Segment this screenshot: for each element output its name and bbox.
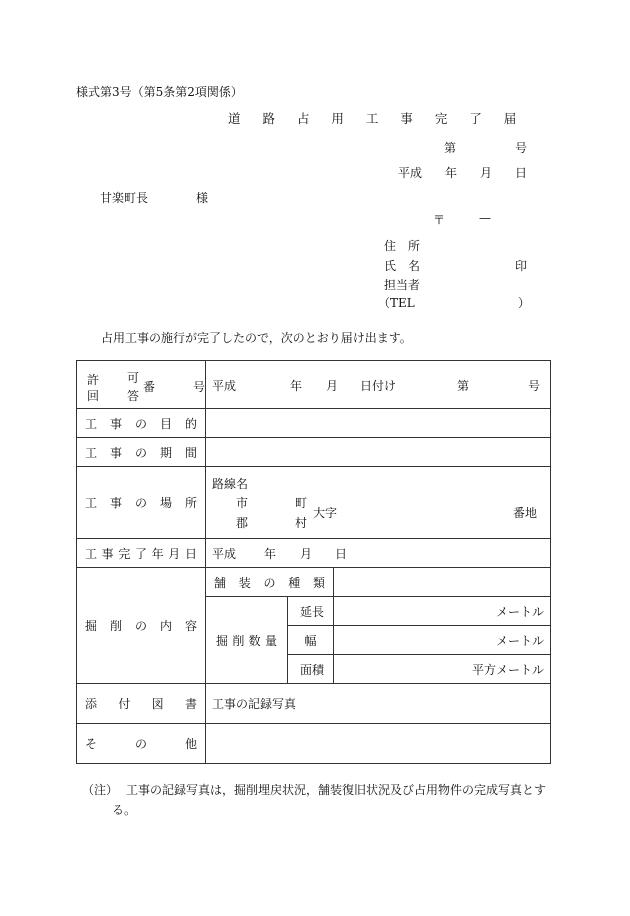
banchi-label: 番地 xyxy=(513,505,538,520)
permit-label xyxy=(77,361,206,409)
permit-era: 平成 xyxy=(212,378,237,393)
completion-year: 年 xyxy=(264,547,277,561)
addressee-honorific: 様 xyxy=(196,191,209,205)
permit-label-c: 番 xyxy=(143,379,156,394)
permit-label-a1: 許 xyxy=(87,372,100,387)
completion-row xyxy=(77,539,551,568)
permit-row xyxy=(77,361,551,409)
completion-value[interactable] xyxy=(206,539,551,568)
date-era: 平成 xyxy=(398,166,423,180)
other-value[interactable] xyxy=(206,724,551,764)
form-table xyxy=(76,360,551,764)
date-year: 年 xyxy=(445,166,458,180)
pavement-row xyxy=(77,568,551,597)
permit-label-d: 号 xyxy=(193,379,206,394)
note-line-2: る。 xyxy=(112,803,137,817)
width-label: 幅 xyxy=(288,626,334,655)
postal-mark: 〒 xyxy=(433,213,446,227)
note-prefix: （注） xyxy=(82,783,119,797)
width-unit: メートル xyxy=(496,633,545,648)
attachment-value[interactable]: 工事の記録写真 xyxy=(206,684,551,724)
quantity-label: 掘 削 数 量 xyxy=(206,597,288,684)
pavement-type-value[interactable] xyxy=(334,568,551,597)
attachment-row xyxy=(77,684,551,724)
period-label: 工 事 の 期 間 xyxy=(77,438,206,467)
area-label: 面 積 xyxy=(288,655,334,684)
date-day: 日 xyxy=(515,166,528,180)
tel-label: （TEL xyxy=(378,296,415,310)
completion-day: 日 xyxy=(335,547,348,561)
village-label: 村 xyxy=(295,515,308,530)
purpose-label: 工 事 の 目 的 xyxy=(77,409,206,438)
period-value[interactable] xyxy=(206,438,551,467)
permit-no-prefix: 第 xyxy=(457,378,470,393)
permit-month: 月 xyxy=(326,378,339,393)
location-value[interactable] xyxy=(206,467,551,539)
intro-text: 占用工事の施行が完了したので，次のとおり届け出ます。 xyxy=(101,331,412,345)
date-month: 月 xyxy=(480,166,493,180)
permit-date-suffix: 日付け xyxy=(360,378,397,393)
excavation-label: 掘 削 の 内 容 xyxy=(77,568,206,684)
permit-value[interactable] xyxy=(206,361,551,409)
completion-era: 平成 xyxy=(212,547,237,561)
location-row xyxy=(77,467,551,539)
name-label: 氏 名 xyxy=(384,259,421,273)
postal-dash: — xyxy=(479,211,491,225)
location-label: 工 事 の 場 所 xyxy=(77,467,206,539)
doc-number-suffix: 号 xyxy=(515,141,528,155)
address-label: 住 所 xyxy=(384,239,421,253)
length-value[interactable] xyxy=(334,597,551,626)
tel-close: ） xyxy=(518,296,531,310)
addressee: 甘楽町長 xyxy=(100,191,149,205)
width-value[interactable] xyxy=(334,626,551,655)
pavement-type-label: 舗 装 の 種 類 xyxy=(206,568,334,597)
town-label: 町 xyxy=(295,495,308,510)
permit-no-suffix: 号 xyxy=(528,378,541,393)
doc-number-prefix: 第 xyxy=(444,141,457,155)
contact-label: 担当者 xyxy=(384,278,421,292)
purpose-value[interactable] xyxy=(206,409,551,438)
completion-month: 月 xyxy=(300,547,313,561)
seal-mark: 印 xyxy=(515,259,528,273)
route-name-label: 路線名 xyxy=(212,476,249,491)
permit-label-b2: 答 xyxy=(127,388,140,403)
completion-label: 工 事 完 了 年 月 日 xyxy=(77,539,206,568)
note-line-1: 工事の記録写真は，掘削埋戻状況，舗装復旧状況及び占用物件の完成写真とす xyxy=(126,783,547,797)
form-number: 様式第3号（第5条第2項関係） xyxy=(76,85,243,99)
other-label: そ の 他 xyxy=(77,724,206,764)
permit-label-a2: 回 xyxy=(87,388,100,403)
permit-label-b1: 可 xyxy=(127,370,140,385)
document-title: 道 路 占 用 工 事 完 了 届 xyxy=(228,111,526,126)
area-unit: 平方メートル xyxy=(472,662,545,677)
attachment-label: 添 付 図 書 xyxy=(77,684,206,724)
purpose-row xyxy=(77,409,551,438)
oaza-label: 大字 xyxy=(313,505,338,520)
length-unit: メートル xyxy=(496,604,545,619)
city-label: 市 xyxy=(236,495,249,510)
permit-year: 年 xyxy=(290,378,303,393)
area-value[interactable] xyxy=(334,655,551,684)
county-label: 郡 xyxy=(236,515,249,530)
period-row xyxy=(77,438,551,467)
length-label: 延 長 xyxy=(288,597,334,626)
other-row xyxy=(77,724,551,764)
